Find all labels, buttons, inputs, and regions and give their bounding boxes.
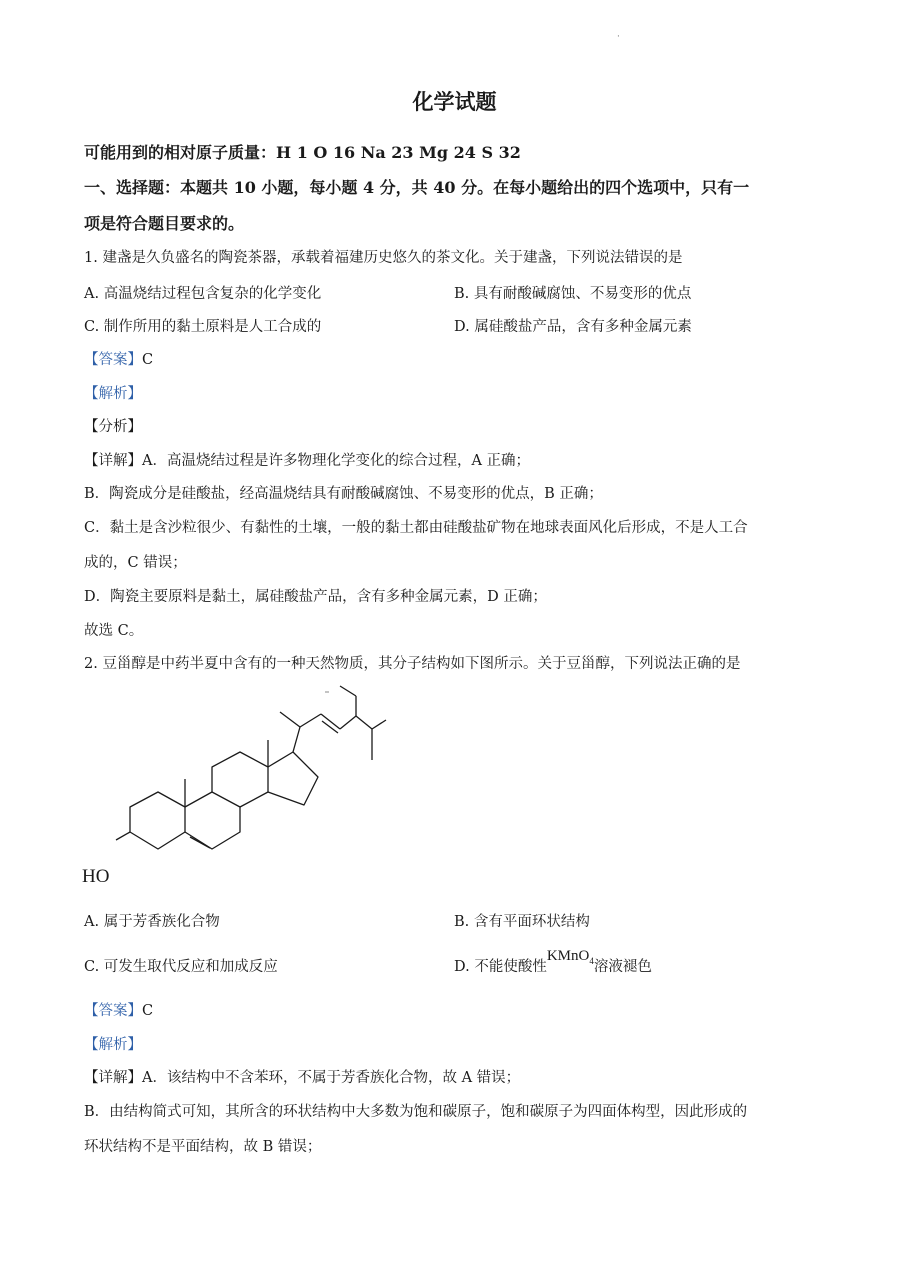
q1-detail-line6: 故选 C。 bbox=[84, 623, 144, 639]
q2-option-d-suffix: 溶液褪色 bbox=[593, 959, 652, 975]
section-heading-line2: 项是符合题目要求的。 bbox=[84, 214, 245, 233]
q2-stem: 2. 豆甾醇是中药半夏中含有的一种天然物质，其分子结构如下图所示。关于豆甾醇，下列说法正确的是 bbox=[84, 656, 741, 672]
hydroxyl-label: HO bbox=[82, 866, 110, 887]
page-title: 化学试题 bbox=[412, 89, 497, 114]
q2-answer-tag: 【答案】 bbox=[84, 1003, 142, 1019]
q1-option-b: B. 具有耐酸碱腐蚀、不易变形的优点 bbox=[454, 286, 692, 302]
q2-answer-line bbox=[84, 999, 153, 1020]
q1-option-d: D. 属硅酸盐产品，含有多种金属元素 bbox=[454, 319, 692, 335]
q1-detail-line4: 成的，C 错误； bbox=[84, 555, 187, 571]
q1-stem: 1. 建盏是久负盛名的陶瓷茶器，承载着福建历史悠久的茶文化。关于建盏，下列说法错误的是 bbox=[84, 250, 683, 266]
q1-detail-line2: B．陶瓷成分是硅酸盐，经高温烧结具有耐酸碱腐蚀、不易变形的优点，B 正确； bbox=[84, 486, 603, 502]
q2-answer-value: C bbox=[142, 1003, 154, 1019]
q2-option-b: B. 含有平面环状结构 bbox=[454, 914, 590, 930]
q1-answer-value: C bbox=[142, 352, 154, 368]
kmno4-formula-subscript: 4 bbox=[589, 956, 594, 966]
page-marker-dot: · bbox=[617, 32, 620, 42]
q2-detail-line3: 环状结构不是平面结构，故 B 错误； bbox=[84, 1139, 322, 1155]
kmno4-formula-main: KMnO bbox=[546, 948, 590, 964]
q1-detail-line1: 【详解】A．高温烧结过程是许多物理化学变化的综合过程，A 正确； bbox=[84, 453, 531, 469]
q1-detail-line3: C．黏土是含沙粒很少、有黏性的土壤，一般的黏土都由硅酸盐矿物在地球表面风化后形成，不是人工合 bbox=[84, 520, 748, 536]
atomic-masses-line: 可能用到的相对原子质量：H 1 O 16 Na 23 Mg 24 S 32 bbox=[84, 143, 521, 162]
kmno4-formula bbox=[547, 948, 594, 964]
q1-answer-tag: 【答案】 bbox=[84, 352, 142, 368]
q1-fenxi-tag: 【分析】 bbox=[84, 419, 142, 435]
q1-analysis-tag: 【解析】 bbox=[84, 386, 142, 402]
q2-option-c: C. 可发生取代反应和加成反应 bbox=[84, 959, 278, 975]
q1-option-c: C. 制作所用的黏土原料是人工合成的 bbox=[84, 319, 322, 335]
q1-option-a: A. 高温烧结过程包含复杂的化学变化 bbox=[84, 286, 322, 302]
q2-analysis-tag: 【解析】 bbox=[84, 1037, 142, 1053]
q1-answer-line bbox=[84, 348, 153, 369]
q2-detail-line2: B．由结构简式可知，其所含的环状结构中大多数为饱和碳原子，饱和碳原子为四面体构型，因此形成的 bbox=[84, 1104, 748, 1120]
q2-option-d bbox=[454, 948, 652, 977]
q2-option-d-prefix: D. 不能使酸性 bbox=[454, 959, 547, 975]
q2-option-a: A. 属于芳香族化合物 bbox=[84, 914, 220, 930]
q1-detail-line5: D．陶瓷主要原料是黏土，属硅酸盐产品，含有多种金属元素，D 正确； bbox=[84, 589, 547, 605]
stigmasterol-structure-diagram bbox=[78, 682, 398, 892]
section-heading-line1: 一、选择题：本题共 10 小题，每小题 4 分，共 40 分。在每小题给出的四个选项中，只有一 bbox=[84, 178, 750, 197]
q2-detail-line1: 【详解】A．该结构中不含苯环，不属于芳香族化合物，故 A 错误； bbox=[84, 1070, 521, 1086]
